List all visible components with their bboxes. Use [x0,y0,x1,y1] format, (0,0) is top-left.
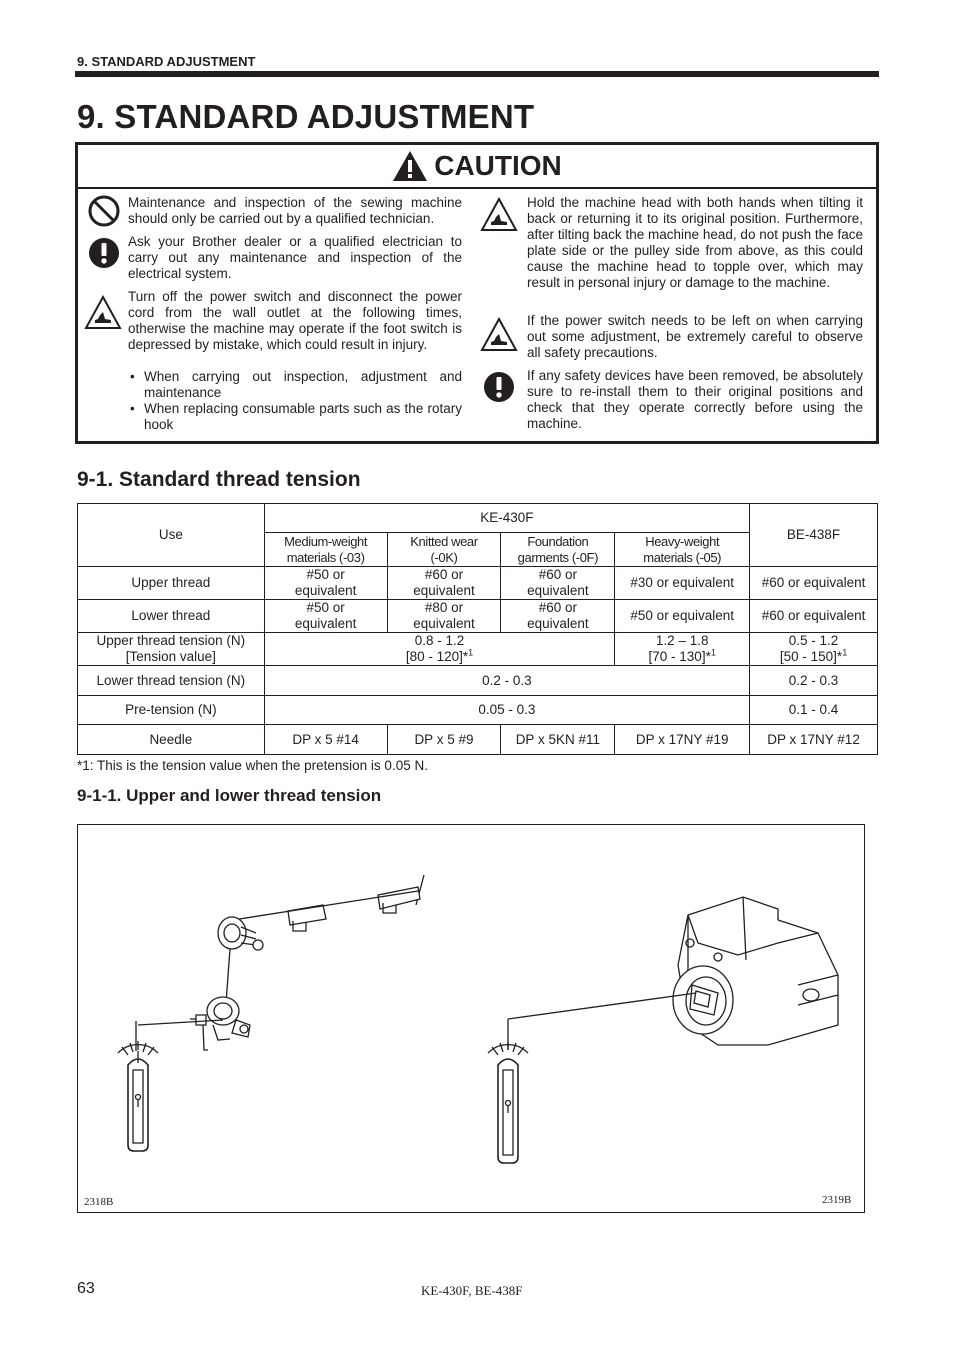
cell: #60 or equivalent [750,600,878,633]
page-number: 63 [77,1280,95,1297]
thread-tension-table [77,503,878,755]
warning-triangle-icon [392,150,428,182]
bullet-text: When replacing consumable parts such as the rotary hook [144,401,462,432]
line: #50 or [306,567,345,582]
subsection-title: 9-1-1. Upper and lower thread tension [77,786,382,805]
table-row [78,696,878,725]
header-rule [75,71,879,77]
caution-right-3: If any safety devices have been removed, be absolutely sure to re-install them to their original positions and check that they operate correctly before using the machine. [527,368,863,431]
figure-illustration [78,825,864,1212]
line: Heavy-weight [645,533,720,549]
line: equivalent [294,616,357,631]
row-label: Lower thread tension (N) [78,666,265,696]
cell: 0.2 - 0.3 [750,666,878,696]
cell: DP x 5 #14 [264,725,387,755]
caution-bullet-1 [130,369,462,401]
mandatory-exclamation-icon [483,371,515,403]
row-label: Upper thread [78,567,265,600]
caution-header [78,145,876,189]
subheader-foundation [501,533,615,567]
footnote-ref: 1 [468,647,474,658]
line: [70 - 130]* [648,649,711,664]
table-row [78,567,878,600]
cell [750,633,878,666]
bullet-dot: • [130,369,135,384]
caution-left-1: Maintenance and inspection of the sewing machine should only be carried out by a qualified technician. [128,195,462,226]
line: equivalent [527,616,589,631]
table-row [78,725,878,755]
caution-left-3: Turn off the power switch and disconnect the power cord from the wall outlet at the following times, otherwise the machine may operate if the foot switch is depressed by mistake, which could result in injury. [128,289,462,352]
cell [387,600,501,633]
line: equivalent [527,583,589,598]
cell: #30 or equivalent [615,567,750,600]
cell [264,600,387,633]
hand-injury-warning-icon [84,295,122,331]
line: equivalent [294,583,357,598]
line: garments (-0F) [517,549,599,565]
page-title: 9. STANDARD ADJUSTMENT [77,98,535,135]
hand-injury-warning-icon [480,197,518,233]
line: Medium-weight [284,533,368,549]
table-row [78,633,878,666]
line: 0.5 - 1.2 [788,633,839,648]
subheader-medium [264,533,387,567]
line: [Tension value] [125,649,216,664]
line: #60 or [424,567,464,582]
line: equivalent [413,616,475,631]
line: #60 or [538,567,577,582]
line: #60 or [538,600,577,615]
line: #80 or [424,600,464,615]
cell [264,567,387,600]
bullet-dot: • [130,401,135,416]
prohibited-icon [88,195,120,227]
table-row [78,666,878,696]
cell [264,633,615,666]
line: equivalent [413,583,475,598]
row-label [78,633,265,666]
row-label: Lower thread [78,600,265,633]
footnote-ref: 1 [842,647,848,658]
cell: 0.1 - 0.4 [750,696,878,725]
row-label: Needle [78,725,265,755]
ke-header: KE-430F [264,504,749,533]
line: Knitted wear [410,533,478,549]
use-header: Use [78,504,265,567]
section-title: 9-1. Standard thread tension [77,468,361,491]
caution-right-1: Hold the machine head with both hands when tilting it back or returning it to its original position. Furthermore, after tilting back the machine head, do not push the face plate side or the pulley side from above, as this could cause the machine head to topple over, which may result in personal injury or damage to the machine. [527,195,863,290]
mandatory-exclamation-icon [88,237,120,269]
line: (-0K) [430,549,458,565]
line: Upper thread tension (N) [96,633,246,648]
cell [387,567,501,600]
caution-bullet-2 [130,401,462,433]
line: materials (-05) [643,549,722,565]
be-header: BE-438F [750,504,878,567]
cell: #60 or equivalent [750,567,878,600]
subheader-knitted [387,533,501,567]
running-header: 9. STANDARD ADJUSTMENT [77,54,256,69]
cell: DP x 5KN #11 [501,725,615,755]
footnote-ref: 1 [710,647,716,658]
cell: DP x 5 #9 [387,725,501,755]
hand-injury-warning-icon [480,317,518,353]
figure-caption-right: 2319B [822,1194,852,1206]
bullet-text: When carrying out inspection, adjustment and maintenance [144,369,462,400]
line: 0.8 - 1.2 [414,633,465,648]
line: Foundation [527,533,589,549]
cell: DP x 17NY #19 [615,725,750,755]
table-row [78,600,878,633]
caution-right-2: If the power switch needs to be left on when carrying out some adjustment, be extremely careful to observe all safety precautions. [527,313,863,360]
cell: 0.2 - 0.3 [264,666,749,696]
line: [50 - 150]* [779,649,843,664]
caution-box [75,142,879,444]
caution-title: CAUTION [434,150,562,181]
subheader-heavy [615,533,750,567]
line: [80 - 120]* [405,649,469,664]
cell [501,567,615,600]
cell: DP x 17NY #12 [750,725,878,755]
figure-caption-left: 2318B [84,1196,114,1208]
line: materials (-03) [286,549,365,565]
cell: #50 or equivalent [615,600,750,633]
cell [615,633,750,666]
table-footnote: *1: This is the tension value when the pretension is 0.05 N. [77,758,428,773]
cell: 0.05 - 0.3 [264,696,749,725]
line: #50 or [306,600,345,615]
line: 1.2 – 1.8 [655,633,709,648]
cell [501,600,615,633]
tension-figure [77,824,865,1213]
caution-left-2: Ask your Brother dealer or a qualified electrician to carry out any maintenance and inspection of the electrical system. [128,234,462,281]
model-name: KE-430F, BE-438F [421,1283,523,1298]
row-label: Pre-tension (N) [78,696,265,725]
